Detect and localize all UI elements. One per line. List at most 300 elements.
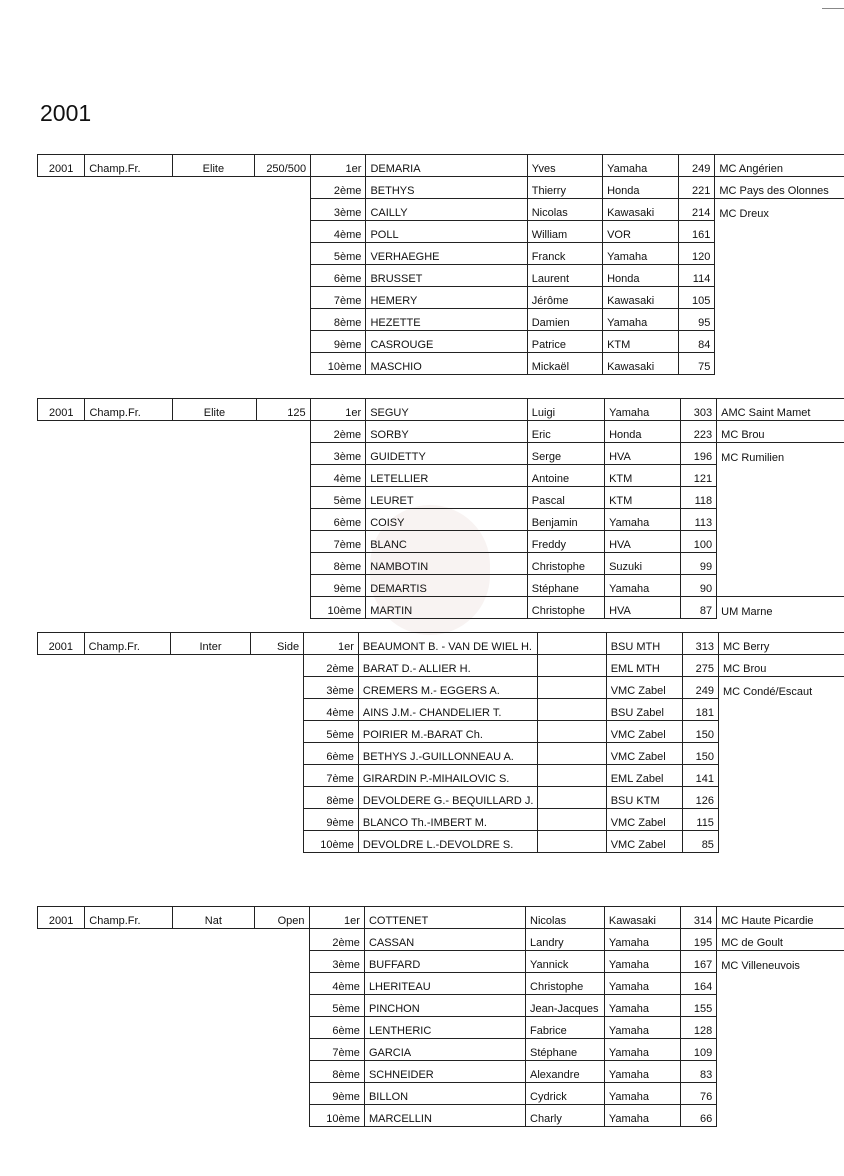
- points-cell: 314: [681, 907, 717, 929]
- moto-cell: Kawasaki: [603, 287, 679, 309]
- empty-cell: [173, 465, 256, 487]
- year-cell: 2001: [38, 155, 85, 177]
- points-cell: 150: [683, 721, 719, 743]
- points-cell: 164: [681, 973, 717, 995]
- club-cell: [717, 509, 844, 531]
- firstname-cell: [538, 831, 606, 853]
- table-row: [38, 353, 844, 375]
- class-cell: 125: [256, 399, 310, 421]
- name-cell: DEVOLDERE G.- BEQUILLARD J.: [358, 787, 538, 809]
- empty-cell: [254, 1061, 309, 1083]
- empty-cell: [251, 677, 304, 699]
- empty-cell: [85, 575, 173, 597]
- moto-cell: VMC Zabel: [606, 809, 683, 831]
- name-cell: BLANCO Th.-IMBERT M.: [358, 809, 538, 831]
- rank-cell: 2ème: [309, 929, 364, 951]
- club-cell: [715, 309, 844, 331]
- year-cell: 2001: [38, 399, 85, 421]
- empty-cell: [85, 487, 173, 509]
- category-cell: Elite: [172, 155, 254, 177]
- points-cell: 128: [681, 1017, 717, 1039]
- moto-cell: Suzuki: [605, 553, 681, 575]
- moto-cell: Yamaha: [604, 1105, 680, 1127]
- name-cell: BLANC: [366, 531, 528, 553]
- empty-cell: [85, 1061, 173, 1083]
- empty-cell: [38, 929, 85, 951]
- moto-cell: Yamaha: [605, 399, 681, 421]
- empty-cell: [85, 265, 173, 287]
- name-cell: PINCHON: [364, 995, 525, 1017]
- empty-cell: [38, 353, 85, 375]
- empty-cell: [172, 287, 254, 309]
- points-cell: 221: [679, 177, 715, 199]
- club-cell: [717, 1061, 844, 1083]
- moto-cell: Yamaha: [604, 1083, 680, 1105]
- firstname-cell: [538, 765, 606, 787]
- empty-cell: [255, 221, 311, 243]
- points-cell: 83: [681, 1061, 717, 1083]
- empty-cell: [85, 995, 173, 1017]
- firstname-cell: [538, 699, 606, 721]
- club-cell: [717, 1105, 844, 1127]
- rank-cell: 2ème: [310, 421, 366, 443]
- points-cell: 95: [679, 309, 715, 331]
- rank-cell: 6ème: [304, 743, 359, 765]
- firstname-cell: Benjamin: [527, 509, 604, 531]
- empty-cell: [173, 531, 256, 553]
- empty-cell: [254, 1039, 309, 1061]
- empty-cell: [38, 699, 85, 721]
- rank-cell: 1er: [304, 633, 359, 655]
- empty-cell: [85, 973, 173, 995]
- club-cell: [715, 221, 844, 243]
- empty-cell: [38, 465, 85, 487]
- points-cell: 249: [683, 677, 719, 699]
- points-cell: 181: [683, 699, 719, 721]
- moto-cell: Honda: [605, 421, 681, 443]
- firstname-cell: Thierry: [527, 177, 602, 199]
- club-cell: MC Berry: [718, 633, 844, 655]
- empty-cell: [38, 721, 85, 743]
- club-cell: [717, 1039, 844, 1061]
- name-cell: BETHYS: [366, 177, 527, 199]
- empty-cell: [172, 1039, 254, 1061]
- name-cell: DEMARIA: [366, 155, 527, 177]
- firstname-cell: [538, 677, 606, 699]
- empty-cell: [38, 287, 85, 309]
- name-cell: BUFFARD: [364, 951, 525, 973]
- empty-cell: [38, 1017, 85, 1039]
- empty-cell: [173, 597, 256, 619]
- table-row: [38, 331, 844, 353]
- club-cell: [715, 331, 844, 353]
- empty-cell: [84, 699, 170, 721]
- empty-cell: [84, 809, 170, 831]
- empty-cell: [85, 509, 173, 531]
- name-cell: GIRARDIN P.-MIHAILOVIC S.: [358, 765, 538, 787]
- moto-cell: VMC Zabel: [606, 721, 683, 743]
- moto-cell: VOR: [603, 221, 679, 243]
- empty-cell: [173, 509, 256, 531]
- rank-cell: 7ème: [304, 765, 359, 787]
- table-row: [38, 1105, 844, 1127]
- club-cell: [715, 265, 844, 287]
- rank-cell: 10ème: [311, 353, 366, 375]
- moto-cell: Kawasaki: [604, 907, 680, 929]
- empty-cell: [85, 243, 173, 265]
- table-row: [38, 677, 844, 699]
- table-row: [38, 929, 844, 951]
- empty-cell: [38, 309, 85, 331]
- rank-cell: 6ème: [309, 1017, 364, 1039]
- name-cell: MARCELLIN: [364, 1105, 525, 1127]
- moto-cell: EML Zabel: [606, 765, 683, 787]
- empty-cell: [85, 421, 173, 443]
- club-cell: MC de Goult: [717, 929, 844, 951]
- points-cell: 214: [679, 199, 715, 221]
- name-cell: SORBY: [366, 421, 528, 443]
- rank-cell: 9ème: [309, 1083, 364, 1105]
- club-cell: [717, 553, 844, 575]
- moto-cell: Yamaha: [603, 243, 679, 265]
- points-cell: 100: [681, 531, 717, 553]
- firstname-cell: Jérôme: [527, 287, 602, 309]
- empty-cell: [38, 509, 85, 531]
- firstname-cell: Patrice: [527, 331, 602, 353]
- rank-cell: 9ème: [311, 331, 366, 353]
- firstname-cell: [538, 633, 606, 655]
- points-cell: 126: [683, 787, 719, 809]
- club-cell: MC Dreux: [715, 199, 844, 221]
- empty-cell: [172, 199, 254, 221]
- club-cell: [715, 353, 844, 375]
- firstname-cell: [538, 809, 606, 831]
- moto-cell: Yamaha: [604, 951, 680, 973]
- table-row: [38, 575, 844, 597]
- empty-cell: [84, 787, 170, 809]
- name-cell: POLL: [366, 221, 527, 243]
- rank-cell: 5ème: [310, 487, 366, 509]
- name-cell: AINS J.M.- CHANDELIER T.: [358, 699, 538, 721]
- club-cell: [717, 973, 844, 995]
- empty-cell: [38, 787, 85, 809]
- moto-cell: Yamaha: [604, 929, 680, 951]
- name-cell: POIRIER M.-BARAT Ch.: [358, 721, 538, 743]
- moto-cell: Yamaha: [604, 1017, 680, 1039]
- name-cell: BETHYS J.-GUILLONNEAU A.: [358, 743, 538, 765]
- empty-cell: [170, 831, 250, 853]
- empty-cell: [84, 743, 170, 765]
- empty-cell: [38, 177, 85, 199]
- empty-cell: [172, 265, 254, 287]
- firstname-cell: Alexandre: [526, 1061, 605, 1083]
- moto-cell: EML MTH: [606, 655, 683, 677]
- club-cell: MC Haute Picardie: [717, 907, 844, 929]
- table-row: [38, 1039, 844, 1061]
- table-row: [38, 743, 844, 765]
- points-cell: 313: [683, 633, 719, 655]
- points-cell: 105: [679, 287, 715, 309]
- rank-cell: 5ème: [309, 995, 364, 1017]
- firstname-cell: Fabrice: [526, 1017, 605, 1039]
- table-row: [38, 553, 844, 575]
- empty-cell: [85, 531, 173, 553]
- table-row: [38, 1017, 844, 1039]
- empty-cell: [256, 443, 310, 465]
- empty-cell: [38, 243, 85, 265]
- firstname-cell: Franck: [527, 243, 602, 265]
- name-cell: COISY: [366, 509, 528, 531]
- points-cell: 303: [681, 399, 717, 421]
- table-row: [38, 199, 844, 221]
- rank-cell: 9ème: [310, 575, 366, 597]
- empty-cell: [256, 487, 310, 509]
- results-table: [37, 632, 844, 853]
- name-cell: BILLON: [364, 1083, 525, 1105]
- moto-cell: BSU MTH: [606, 633, 683, 655]
- name-cell: CREMERS M.- EGGERS A.: [358, 677, 538, 699]
- empty-cell: [84, 831, 170, 853]
- empty-cell: [38, 1061, 85, 1083]
- table-row: [38, 1061, 844, 1083]
- empty-cell: [172, 929, 254, 951]
- firstname-cell: Stéphane: [526, 1039, 605, 1061]
- empty-cell: [170, 677, 250, 699]
- empty-cell: [85, 331, 173, 353]
- empty-cell: [170, 655, 250, 677]
- table-row: [38, 155, 844, 177]
- moto-cell: Yamaha: [604, 1061, 680, 1083]
- empty-cell: [38, 973, 85, 995]
- empty-cell: [251, 809, 304, 831]
- moto-cell: Yamaha: [603, 309, 679, 331]
- empty-cell: [38, 831, 85, 853]
- class-cell: Side: [251, 633, 304, 655]
- rank-cell: 4ème: [310, 465, 366, 487]
- name-cell: DEMARTIS: [366, 575, 528, 597]
- name-cell: LETELLIER: [366, 465, 528, 487]
- empty-cell: [38, 199, 85, 221]
- table-row: [38, 633, 844, 655]
- empty-cell: [251, 699, 304, 721]
- moto-cell: KTM: [605, 487, 681, 509]
- empty-cell: [38, 553, 85, 575]
- moto-cell: BSU Zabel: [606, 699, 683, 721]
- firstname-cell: Christophe: [527, 597, 604, 619]
- firstname-cell: [538, 721, 606, 743]
- points-cell: 195: [681, 929, 717, 951]
- empty-cell: [85, 1083, 173, 1105]
- club-cell: [717, 531, 844, 553]
- rank-cell: 8ème: [310, 553, 366, 575]
- empty-cell: [84, 655, 170, 677]
- rank-cell: 8ème: [304, 787, 359, 809]
- empty-cell: [38, 331, 85, 353]
- name-cell: CASROUGE: [366, 331, 527, 353]
- name-cell: MASCHIO: [366, 353, 527, 375]
- empty-cell: [172, 309, 254, 331]
- moto-cell: Kawasaki: [603, 353, 679, 375]
- moto-cell: HVA: [605, 443, 681, 465]
- rank-cell: 7ème: [310, 531, 366, 553]
- empty-cell: [38, 655, 85, 677]
- firstname-cell: Antoine: [527, 465, 604, 487]
- points-cell: 75: [679, 353, 715, 375]
- empty-cell: [256, 421, 310, 443]
- rank-cell: 8ème: [311, 309, 366, 331]
- name-cell: MARTIN: [366, 597, 528, 619]
- class-cell: Open: [254, 907, 309, 929]
- empty-cell: [38, 809, 85, 831]
- empty-cell: [85, 465, 173, 487]
- name-cell: HEMERY: [366, 287, 527, 309]
- moto-cell: Yamaha: [604, 1039, 680, 1061]
- empty-cell: [38, 575, 85, 597]
- points-cell: 87: [681, 597, 717, 619]
- empty-cell: [172, 177, 254, 199]
- empty-cell: [170, 787, 250, 809]
- championship-cell: Champ.Fr.: [85, 399, 173, 421]
- empty-cell: [85, 353, 173, 375]
- empty-cell: [85, 1039, 173, 1061]
- empty-cell: [251, 831, 304, 853]
- year-cell: 2001: [38, 633, 85, 655]
- table-row: [38, 177, 844, 199]
- table-row: [38, 221, 844, 243]
- name-cell: GARCIA: [364, 1039, 525, 1061]
- moto-cell: KTM: [603, 331, 679, 353]
- firstname-cell: Stéphane: [527, 575, 604, 597]
- empty-cell: [172, 221, 254, 243]
- firstname-cell: Yves: [527, 155, 602, 177]
- empty-cell: [255, 265, 311, 287]
- empty-cell: [173, 421, 256, 443]
- rank-cell: 5ème: [304, 721, 359, 743]
- empty-cell: [173, 443, 256, 465]
- empty-cell: [251, 765, 304, 787]
- empty-cell: [172, 353, 254, 375]
- results-table: [37, 906, 844, 1127]
- empty-cell: [254, 951, 309, 973]
- club-cell: [717, 487, 844, 509]
- name-cell: BEAUMONT B. - VAN DE WIEL H.: [358, 633, 538, 655]
- table-row: [38, 487, 844, 509]
- club-cell: [718, 831, 844, 853]
- firstname-cell: Yannick: [526, 951, 605, 973]
- name-cell: BARAT D.- ALLIER H.: [358, 655, 538, 677]
- empty-cell: [256, 465, 310, 487]
- firstname-cell: Christophe: [527, 553, 604, 575]
- empty-cell: [172, 1061, 254, 1083]
- club-cell: MC Brou: [718, 655, 844, 677]
- table-row: [38, 309, 844, 331]
- empty-cell: [38, 951, 85, 973]
- empty-cell: [172, 973, 254, 995]
- points-cell: 90: [681, 575, 717, 597]
- club-cell: [718, 743, 844, 765]
- name-cell: NAMBOTIN: [366, 553, 528, 575]
- club-cell: [718, 721, 844, 743]
- empty-cell: [256, 553, 310, 575]
- empty-cell: [255, 287, 311, 309]
- empty-cell: [170, 699, 250, 721]
- table-row: [38, 399, 844, 421]
- rank-cell: 1er: [310, 399, 366, 421]
- category-cell: Elite: [173, 399, 256, 421]
- firstname-cell: Serge: [527, 443, 604, 465]
- empty-cell: [173, 487, 256, 509]
- empty-cell: [255, 309, 311, 331]
- table-row: [38, 509, 844, 531]
- firstname-cell: Charly: [526, 1105, 605, 1127]
- empty-cell: [255, 177, 311, 199]
- name-cell: VERHAEGHE: [366, 243, 527, 265]
- club-cell: [718, 699, 844, 721]
- empty-cell: [84, 765, 170, 787]
- rank-cell: 5ème: [311, 243, 366, 265]
- table-row: [38, 287, 844, 309]
- empty-cell: [85, 929, 173, 951]
- name-cell: DEVOLDRE L.-DEVOLDRE S.: [358, 831, 538, 853]
- club-cell: MC Villeneuvois: [717, 951, 844, 973]
- name-cell: CASSAN: [364, 929, 525, 951]
- firstname-cell: Laurent: [527, 265, 602, 287]
- rank-cell: 4ème: [304, 699, 359, 721]
- rank-cell: 6ème: [310, 509, 366, 531]
- club-cell: UM Marne: [717, 597, 844, 619]
- points-cell: 196: [681, 443, 717, 465]
- empty-cell: [84, 677, 170, 699]
- empty-cell: [170, 721, 250, 743]
- club-cell: [718, 809, 844, 831]
- empty-cell: [38, 531, 85, 553]
- moto-cell: HVA: [605, 597, 681, 619]
- firstname-cell: Eric: [527, 421, 604, 443]
- points-cell: 99: [681, 553, 717, 575]
- name-cell: SCHNEIDER: [364, 1061, 525, 1083]
- points-cell: 275: [683, 655, 719, 677]
- club-cell: MC Brou: [717, 421, 844, 443]
- firstname-cell: [538, 655, 606, 677]
- club-cell: MC Pays des Olonnes: [715, 177, 844, 199]
- empty-cell: [38, 1039, 85, 1061]
- moto-cell: VMC Zabel: [606, 677, 683, 699]
- points-cell: 114: [679, 265, 715, 287]
- firstname-cell: [538, 743, 606, 765]
- table-row: [38, 265, 844, 287]
- rank-cell: 6ème: [311, 265, 366, 287]
- club-cell: [717, 575, 844, 597]
- moto-cell: Yamaha: [605, 575, 681, 597]
- name-cell: LEURET: [366, 487, 528, 509]
- table-row: [38, 831, 844, 853]
- rank-cell: 4ème: [311, 221, 366, 243]
- empty-cell: [38, 265, 85, 287]
- moto-cell: Honda: [603, 177, 679, 199]
- empty-cell: [85, 221, 173, 243]
- table-row: [38, 907, 844, 929]
- points-cell: 115: [683, 809, 719, 831]
- empty-cell: [85, 951, 173, 973]
- firstname-cell: Pascal: [527, 487, 604, 509]
- rank-cell: 3ème: [311, 199, 366, 221]
- moto-cell: VMC Zabel: [606, 831, 683, 853]
- empty-cell: [256, 575, 310, 597]
- table-row: [38, 421, 844, 443]
- club-cell: [717, 1017, 844, 1039]
- moto-cell: Kawasaki: [603, 199, 679, 221]
- club-cell: [717, 1083, 844, 1105]
